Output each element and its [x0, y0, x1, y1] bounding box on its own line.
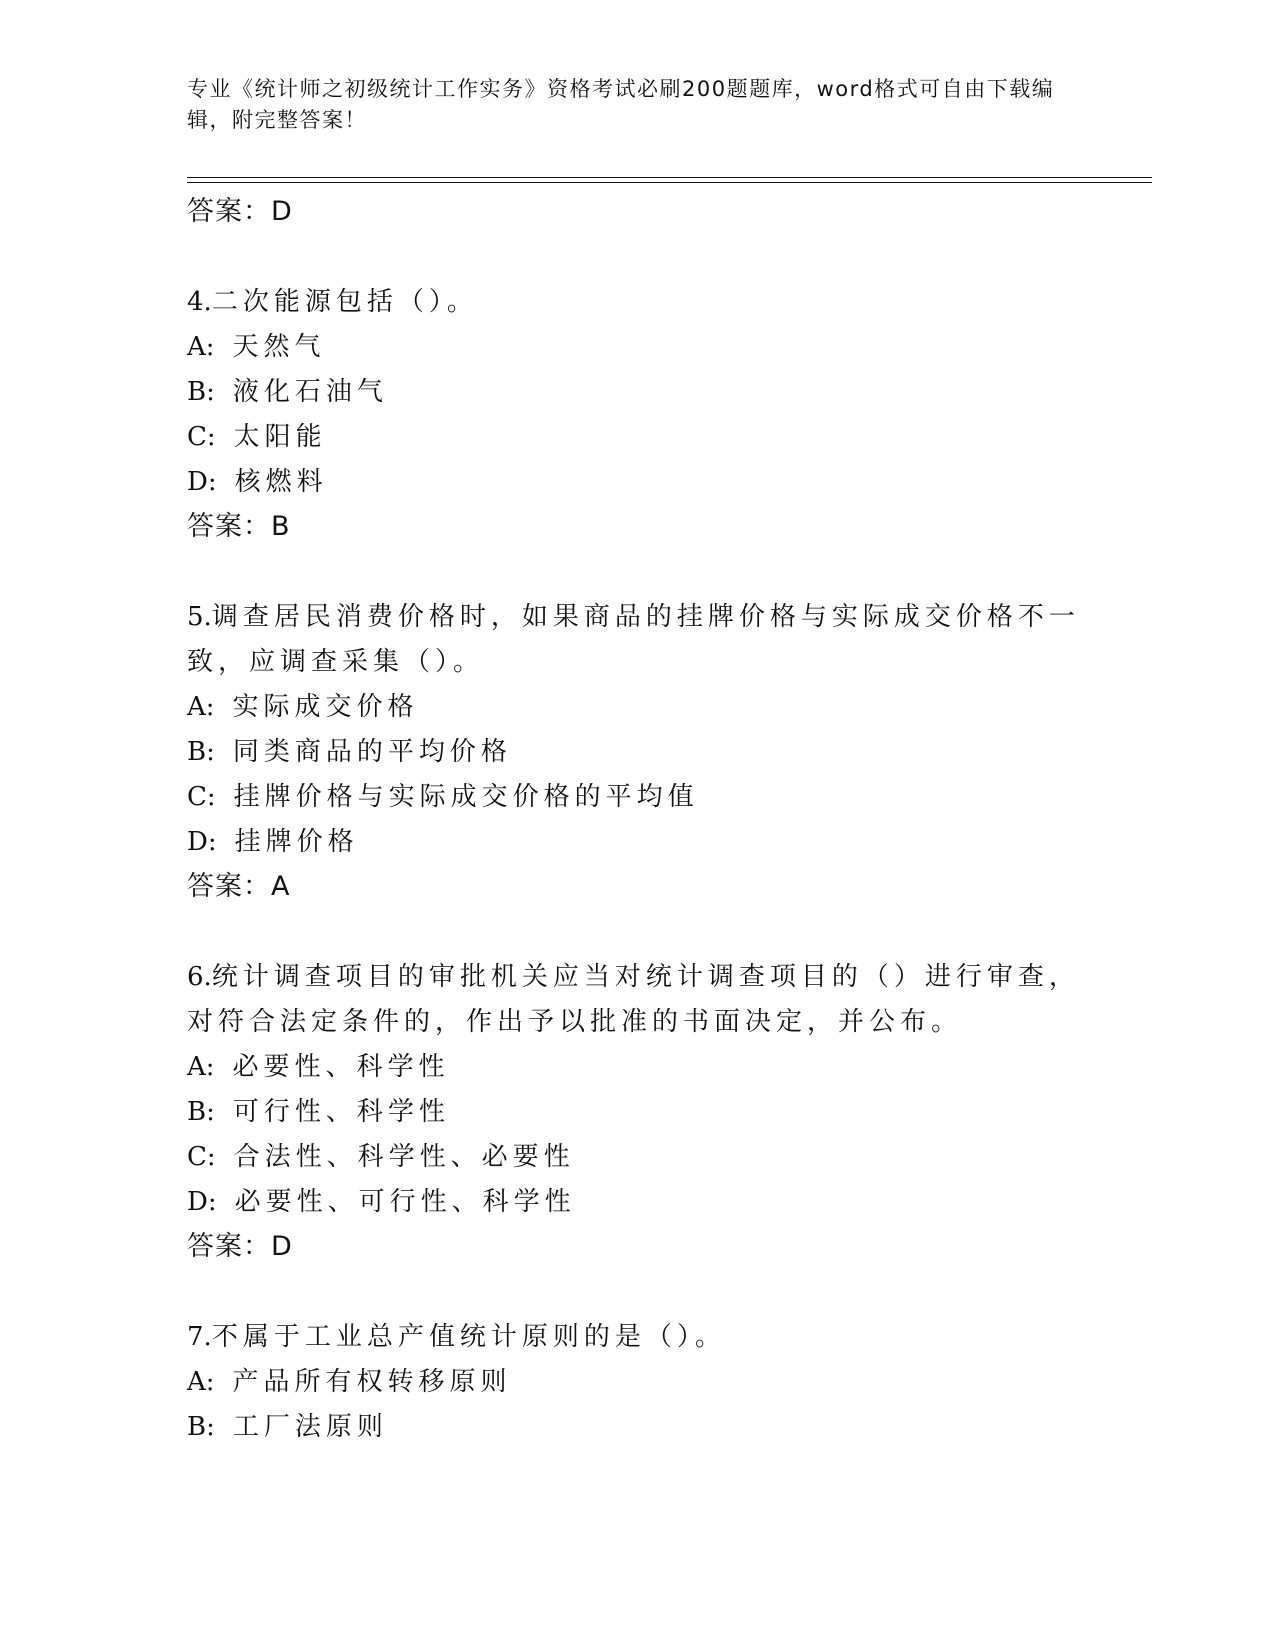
- option-b: B: 液化石油气: [187, 377, 388, 407]
- option-a: A: 产品所有权转移原则: [187, 1367, 512, 1397]
- question-5: [187, 595, 1087, 909]
- question-stem: 6.统计调查项目的审批机关应当对统计调查项目的（）进行审查，对符合法定条件的，作出予以批准的书面决定，并公布。: [187, 962, 1080, 1037]
- question-stem: 4.二次能源包括（）。: [187, 287, 478, 317]
- option-d: D: 必要性、可行性、科学性: [187, 1187, 576, 1217]
- header-text: 专业《统计师之初级统计工作实务》资格考试必刷200题题库，word格式可自由下载编辑，附完整答案！: [187, 77, 1055, 132]
- answer-line: 答案：D: [187, 196, 293, 227]
- option-d: D: 核燃料: [187, 467, 328, 497]
- option-d: D: 挂牌价格: [187, 827, 359, 857]
- option-b: B: 工厂法原则: [187, 1412, 388, 1442]
- answer-line: 答案：B: [187, 511, 291, 542]
- question-6: [187, 955, 1087, 1269]
- answer-line: 答案：A: [187, 871, 291, 902]
- question-7: [187, 1315, 1087, 1450]
- answer-line: 答案：D: [187, 1231, 293, 1262]
- header-rule-bottom: [187, 182, 1152, 183]
- option-c: C: 合法性、科学性、必要性: [187, 1142, 575, 1172]
- question-4: [187, 280, 1087, 549]
- option-c: C: 太阳能: [187, 422, 327, 452]
- option-c: C: 挂牌价格与实际成交价格的平均值: [187, 782, 699, 812]
- option-a: A: 天然气: [187, 332, 326, 362]
- option-b: B: 可行性、科学性: [187, 1097, 450, 1127]
- question-stem: 7.不属于工业总产值统计原则的是（）。: [187, 1322, 726, 1352]
- document-header: [187, 74, 1067, 136]
- option-a: A: 必要性、科学性: [187, 1052, 450, 1082]
- option-b: B: 同类商品的平均价格: [187, 737, 512, 767]
- document-body: [187, 190, 1087, 1450]
- question-stem: 5.调查居民消费价格时，如果商品的挂牌价格与实际成交价格不一致，应调查采集（）。: [187, 602, 1080, 677]
- header-rule-top: [187, 177, 1152, 178]
- option-a: A: 实际成交价格: [187, 692, 419, 722]
